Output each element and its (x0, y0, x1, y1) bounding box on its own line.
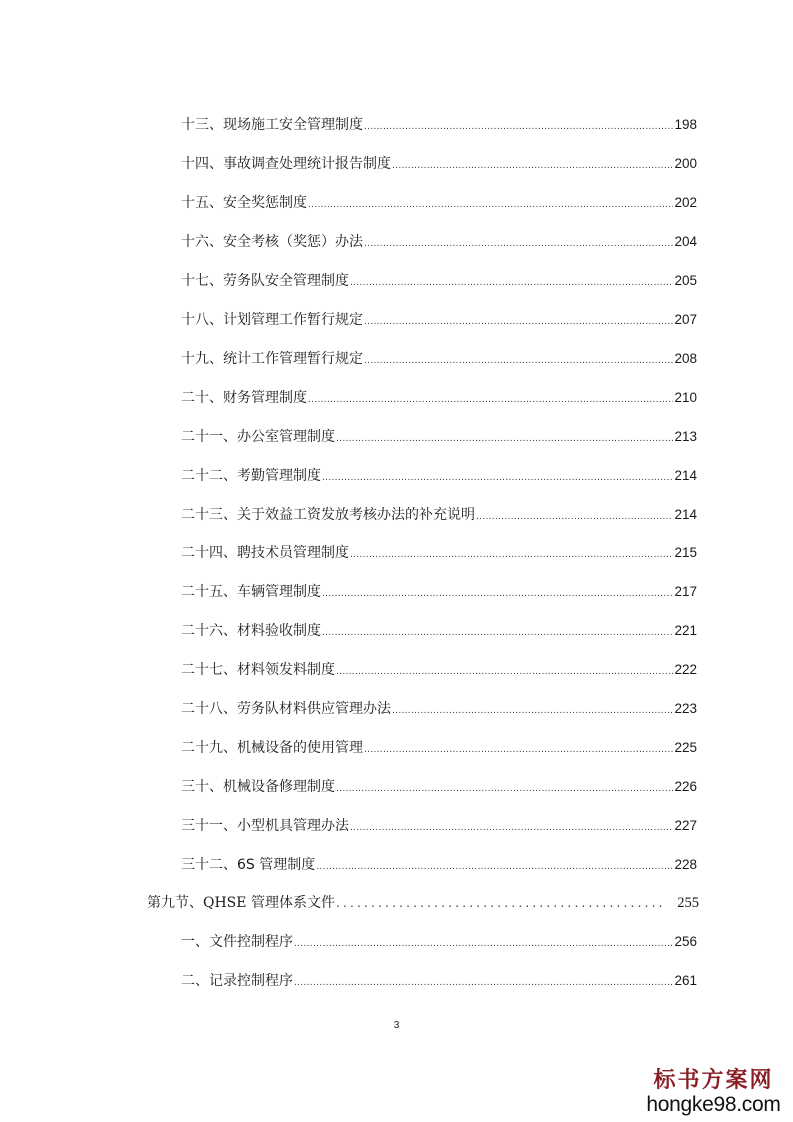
toc-entry[interactable] (181, 116, 697, 136)
toc-entry-page: 210 (674, 390, 697, 405)
toc-entry-page: 214 (674, 468, 697, 483)
toc-section-page: 255 (677, 895, 699, 911)
toc-entry[interactable] (181, 817, 697, 837)
toc-entry-page: 213 (674, 429, 697, 444)
dot-leader (392, 702, 673, 720)
toc-entry[interactable] (181, 972, 697, 992)
toc-entry-title: 二十四、聘技术员管理制度 (181, 545, 349, 561)
toc-entry-page: 207 (674, 312, 697, 327)
toc-entry-title: 十七、劳务队安全管理制度 (181, 273, 349, 289)
dot-leader (316, 858, 673, 876)
dot-leader (336, 780, 673, 798)
page-number: 3 (393, 1020, 400, 1031)
toc-entry-title: 十六、安全考核（奖惩）办法 (181, 234, 363, 250)
dot-leader (392, 157, 673, 175)
dot-leader (364, 352, 673, 370)
dot-leader (294, 935, 673, 953)
dot-leader (294, 974, 673, 992)
toc-entry-title: 二、记录控制程序 (181, 973, 293, 989)
toc-section-entry[interactable] (147, 894, 699, 912)
toc-entry-title: 二十二、考勤管理制度 (181, 468, 321, 484)
toc-entry[interactable] (181, 467, 697, 487)
toc-entry-page: 223 (674, 701, 697, 716)
toc-entry[interactable] (181, 506, 697, 526)
dot-leader (322, 469, 673, 487)
watermark-logo (646, 1067, 781, 1117)
toc-entry[interactable] (181, 700, 697, 720)
toc-entry-title: 二十九、机械设备的使用管理 (181, 740, 363, 756)
toc-entry[interactable] (181, 428, 697, 448)
dot-leader (364, 313, 673, 331)
toc-entry-title: 二十一、办公室管理制度 (181, 429, 335, 445)
toc-entry[interactable] (181, 778, 697, 798)
dot-leader (308, 196, 673, 214)
toc-section-title: 第九节、QHSE 管理体系文件 (147, 895, 335, 911)
dot-leader (476, 508, 673, 526)
toc-entry[interactable] (181, 155, 697, 175)
toc-entry-title: 三十、机械设备修理制度 (181, 779, 335, 795)
toc-entry-title: 二十六、材料验收制度 (181, 623, 321, 639)
toc-entry-title: 二十五、车辆管理制度 (181, 584, 321, 600)
toc-entry[interactable] (181, 544, 697, 564)
dot-leader (308, 391, 673, 409)
toc-entry-page: 214 (674, 507, 697, 522)
toc-entry-page: 198 (674, 117, 697, 132)
toc-entry-title: 十四、事故调查处理统计报告制度 (181, 156, 391, 172)
toc-entry-page: 228 (674, 857, 697, 872)
toc-entry-title: 十八、计划管理工作暂行规定 (181, 312, 363, 328)
toc-entry[interactable] (181, 389, 697, 409)
toc-entry-page: 225 (674, 740, 697, 755)
toc-entry-page: 227 (674, 818, 697, 833)
toc-entry-title: 二十七、材料领发料制度 (181, 662, 335, 678)
dot-leader (322, 624, 673, 642)
dot-leader (336, 663, 673, 681)
dot-leader (336, 430, 673, 448)
toc-entry[interactable] (181, 233, 697, 253)
watermark-site-name: 标书方案网 (653, 1067, 774, 1093)
dot-leader (350, 546, 673, 564)
toc-entry[interactable] (181, 661, 697, 681)
toc-entry-page: 256 (674, 934, 697, 949)
dot-leader (350, 819, 673, 837)
toc-entry-page: 205 (674, 273, 697, 288)
toc-entry-page: 208 (674, 351, 697, 366)
toc-entry-page: 222 (674, 662, 697, 677)
toc-entry-title: 十五、安全奖惩制度 (181, 195, 307, 211)
toc-entry-page: 217 (674, 584, 697, 599)
dot-leader (364, 235, 673, 253)
toc-entry[interactable] (181, 622, 697, 642)
toc-entry-page: 226 (674, 779, 697, 794)
toc-entry[interactable] (181, 583, 697, 603)
toc-entry-title: 十三、现场施工安全管理制度 (181, 117, 363, 133)
toc-entry-title: 三十一、小型机具管理办法 (181, 818, 349, 834)
toc-entry[interactable] (181, 194, 697, 214)
toc-entry-title: 十九、统计工作管理暂行规定 (181, 351, 363, 367)
toc-entry-page: 202 (674, 195, 697, 210)
toc-entry[interactable] (181, 350, 697, 370)
toc-entry-title: 一、文件控制程序 (181, 934, 293, 950)
dot-leader (350, 274, 673, 292)
toc-entry-page: 200 (674, 156, 697, 171)
toc-entry[interactable] (181, 311, 697, 331)
toc-entry-page: 204 (674, 234, 697, 249)
toc-entry[interactable] (181, 856, 697, 876)
toc-entry[interactable] (181, 272, 697, 292)
toc-entry-page: 215 (674, 545, 697, 560)
dot-leader (364, 118, 673, 136)
toc-entry-page: 221 (674, 623, 697, 638)
watermark-url: hongke98.com (646, 1093, 781, 1116)
toc-entry-title: 二十三、关于效益工资发放考核办法的补充说明 (181, 507, 475, 523)
toc-entry[interactable] (181, 933, 697, 953)
toc-entry-title: 二十、财务管理制度 (181, 390, 307, 406)
toc-entry[interactable] (181, 739, 697, 759)
toc-entry-page: 261 (674, 973, 697, 988)
toc-entry-title: 二十八、劳务队材料供应管理办法 (181, 701, 391, 717)
dot-leader (364, 741, 673, 759)
dot-leader (336, 894, 662, 912)
dot-leader (322, 585, 673, 603)
toc-entry-title: 三十二、6S 管理制度 (181, 857, 316, 873)
